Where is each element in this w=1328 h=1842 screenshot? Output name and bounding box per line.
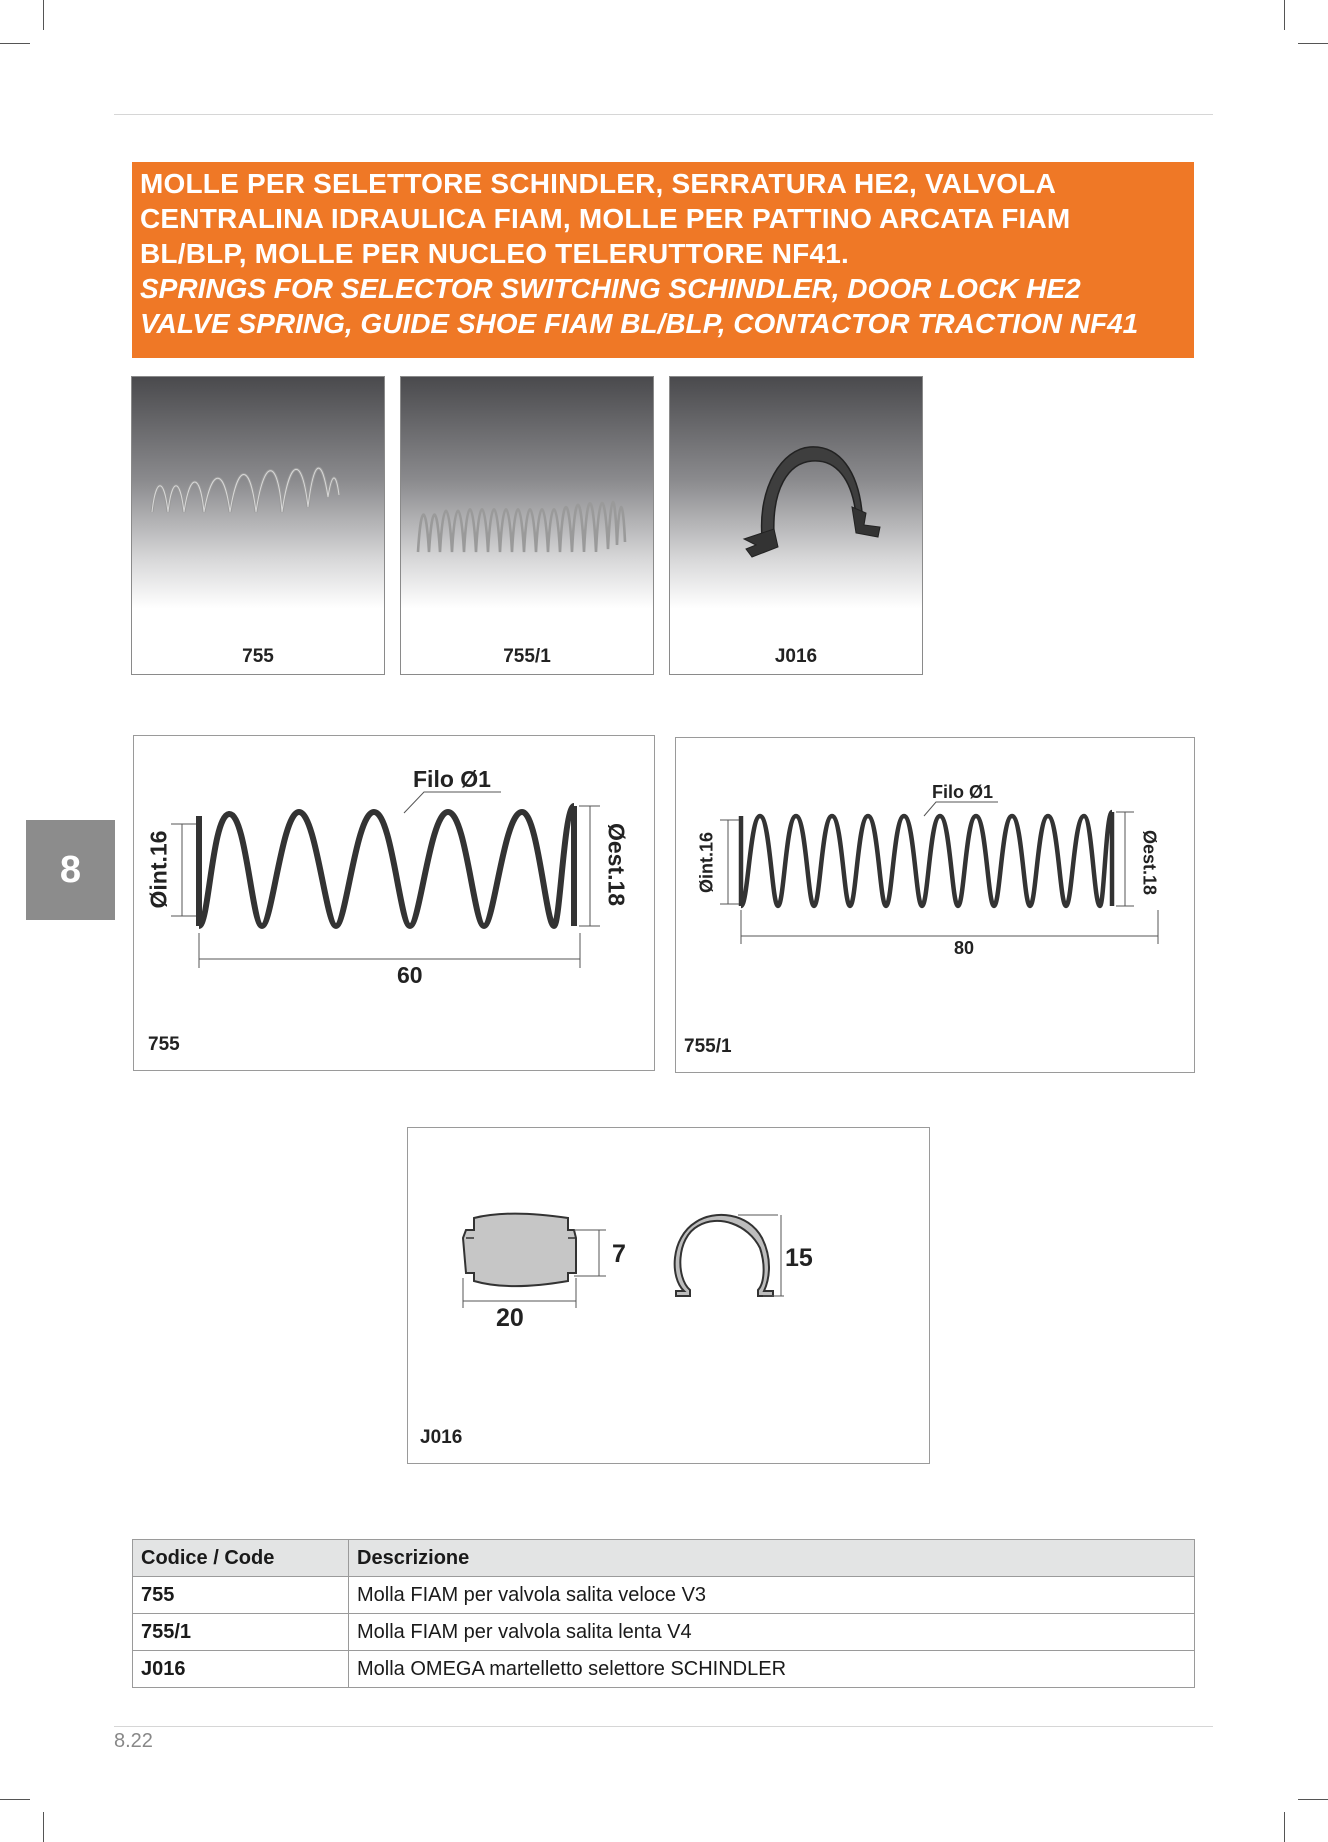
crop-mark (43, 0, 44, 30)
column-header-description: Descrizione (349, 1540, 1195, 1577)
omega-height-label: 15 (785, 1244, 813, 1272)
photo-caption: J016 (774, 646, 818, 667)
row-description: Molla FIAM per valvola salita lenta V4 (349, 1614, 1195, 1651)
title-english-line: SPRINGS FOR SELECTOR SWITCHING SCHINDLER, DOOR LOCK HE2 (140, 273, 1081, 304)
length-label: 60 (397, 962, 423, 988)
drawing-755 (133, 735, 655, 1071)
height-label: 7 (612, 1240, 626, 1268)
wire-label: Filo Ø1 (413, 766, 491, 792)
title-english-line: VALVE SPRING, GUIDE SHOE FIAM BL/BLP, CONTACTOR TRACTION NF41 (140, 308, 1139, 339)
row-description: Molla OMEGA martelletto selettore SCHINDLER (349, 1651, 1195, 1688)
table-row (133, 1614, 1195, 1651)
row-code: J016 (133, 1651, 349, 1688)
inner-diameter-label: Øint.16 (145, 830, 172, 909)
photo-755-1 (400, 376, 654, 675)
outer-diameter-label: Øest.18 (1139, 829, 1160, 896)
drawing-code: 755 (148, 1034, 180, 1055)
inner-diameter-label: Øint.16 (696, 832, 717, 894)
length-label: 80 (954, 938, 975, 958)
column-header-code: Codice / Code (133, 1540, 349, 1577)
row-description: Molla FIAM per valvola salita veloce V3 (349, 1577, 1195, 1614)
crop-mark (0, 1799, 30, 1800)
crop-mark (1298, 1799, 1328, 1800)
table-header-row (133, 1540, 1195, 1577)
spring-drawing-755 (134, 736, 656, 1072)
width-label: 20 (496, 1304, 524, 1332)
crop-mark (1298, 43, 1328, 44)
crop-mark (1284, 1812, 1285, 1842)
spring-image (132, 377, 386, 676)
outer-diameter-label: Øest.18 (603, 822, 630, 907)
codes-table (132, 1539, 1195, 1688)
title-italian-line: BL/BLP, MOLLE PER NUCLEO TELERUTTORE NF41. (140, 238, 849, 269)
top-rule (114, 114, 1213, 115)
section-tab: 8 (26, 820, 115, 920)
bottom-rule (114, 1726, 1213, 1727)
photo-caption: 755/1 (503, 646, 551, 667)
photo-755 (131, 376, 385, 675)
row-code: 755/1 (133, 1614, 349, 1651)
photo-caption: 755 (242, 646, 274, 667)
omega-clip-drawing (408, 1128, 931, 1465)
section-header (132, 162, 1194, 358)
crop-mark (43, 1812, 44, 1842)
drawing-755-1 (675, 737, 1195, 1073)
title-italian-line: MOLLE PER SELETTORE SCHINDLER, SERRATURA HE2, VALVOLA (140, 168, 1056, 199)
spring-image (401, 377, 655, 676)
crop-mark (1284, 0, 1285, 30)
photo-j016 (669, 376, 923, 675)
crop-mark (0, 43, 30, 44)
title-italian-line: CENTRALINA IDRAULICA FIAM, MOLLE PER PATTINO ARCATA FIAM (140, 203, 1071, 234)
page-number: 8.22 (114, 1730, 153, 1752)
drawing-code: 755/1 (684, 1036, 732, 1057)
omega-clip-image (670, 377, 924, 676)
wire-label: Filo Ø1 (932, 782, 994, 802)
drawing-code: J016 (420, 1427, 463, 1448)
drawing-j016 (407, 1127, 930, 1464)
table-row (133, 1651, 1195, 1688)
row-code: 755 (133, 1577, 349, 1614)
table-row (133, 1577, 1195, 1614)
